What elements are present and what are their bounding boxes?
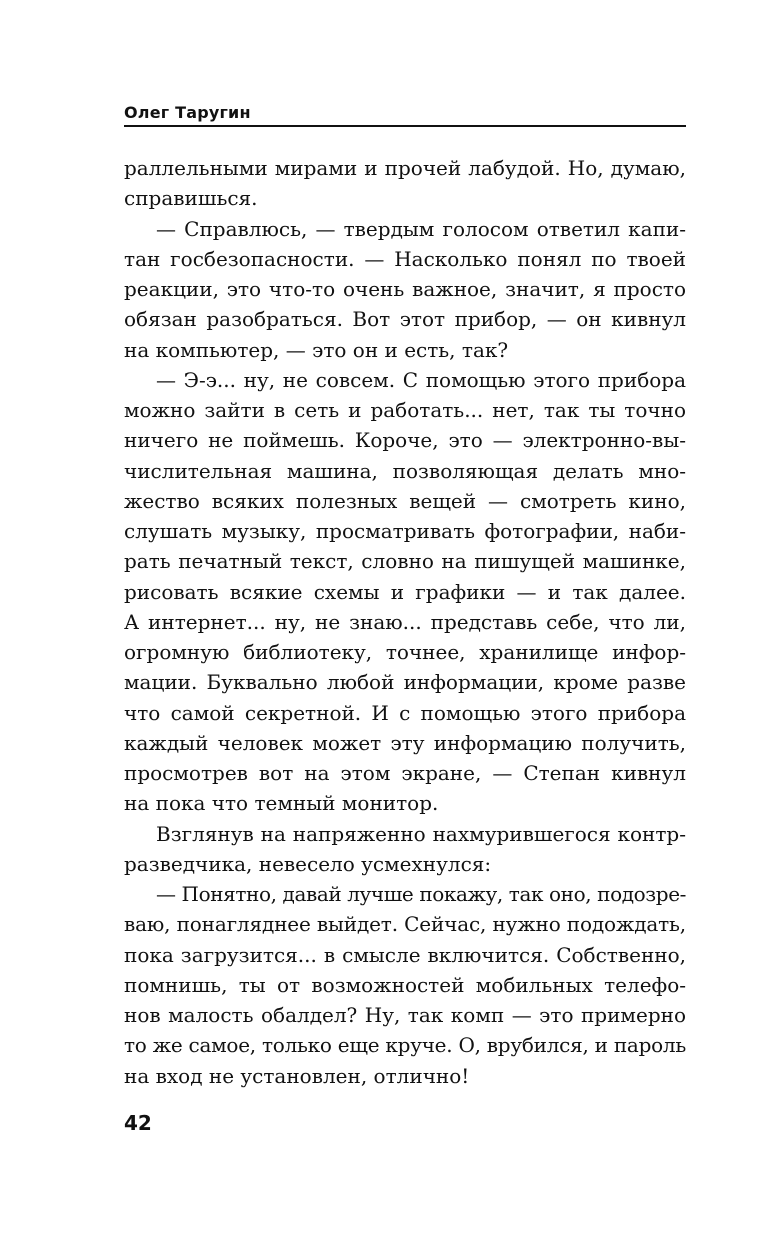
text-line: Взглянув на напряженно нахмурившегося контр- — [156, 821, 686, 846]
text-line: числительная машина, позволяющая делать мно- — [124, 458, 686, 483]
text-line: реакции, это что-то очень важное, значит, я просто — [124, 277, 686, 301]
text-line: рать печатный текст, словно на пишущей машинке, — [124, 549, 686, 574]
text-line: рисовать всякие схемы и графики — и так далее. — [124, 579, 686, 604]
text-line: — Понятно, давай лучше покажу, так оно, подозре- — [156, 882, 686, 906]
text-line: каждый человек может эту информацию получить, — [124, 730, 686, 755]
text-line: нов малость обалдел? Ну, так комп — это примерно — [124, 1003, 686, 1027]
text-line: огромную библиотеку, точнее, хранилище инфор- — [124, 640, 686, 664]
text-line: ничего не поймешь. Короче, это — электронно-вы- — [124, 428, 686, 453]
text-line: на компьютер, — это он и есть, так? — [124, 337, 509, 362]
text-line: — Справлюсь, — твердым голосом ответил капи- — [156, 216, 686, 241]
text-line: можно зайти в сеть и работать... нет, так ты точно — [124, 398, 686, 422]
text-line: А интернет... ну, не знаю... представь себе, что ли, — [124, 609, 686, 634]
text-line: слушать музыку, просматривать фотографии, наби- — [124, 519, 686, 543]
text-line: то же самое, только еще круче. О, врубился, и пароль — [124, 1033, 686, 1058]
text-line: на вход не установлен, отлично! — [124, 1063, 470, 1088]
text-line: что самой секретной. И с помощью этого прибора — [124, 700, 686, 725]
page-number: 42 — [124, 1111, 152, 1135]
text-line: ваю, понагляднее выйдет. Сейчас, нужно подождать, — [124, 912, 686, 937]
text-line: мации. Буквально любой информации, кроме разве — [124, 670, 686, 695]
text-line: пока загрузится... в смысле включится. Собственно, — [124, 942, 686, 967]
running-head-author: Олег Таругин — [124, 103, 251, 122]
text-line: помнишь, ты от возможностей мобильных телефо- — [124, 972, 686, 997]
text-line: обязан разобраться. Вот этот прибор, — он кивнул — [124, 307, 686, 332]
header-rule — [124, 125, 686, 127]
text-line: — Э-э... ну, не совсем. С помощью этого прибора — [156, 367, 686, 392]
body-text — [124, 153, 686, 1091]
text-line: раллельными мирами и прочей лабудой. Но, думаю, — [124, 156, 686, 180]
text-line: жество всяких полезных вещей — смотреть кино, — [124, 488, 686, 513]
text-line: просмотрев вот на этом экране, — Степан кивнул — [124, 761, 686, 785]
text-line: тан госбезопасности. — Насколько понял по твоей — [124, 246, 686, 271]
text-line: на пока что темный монитор. — [124, 791, 439, 816]
text-line: разведчика, невесело усмехнулся: — [124, 851, 492, 876]
text-line: справишься. — [124, 186, 258, 211]
